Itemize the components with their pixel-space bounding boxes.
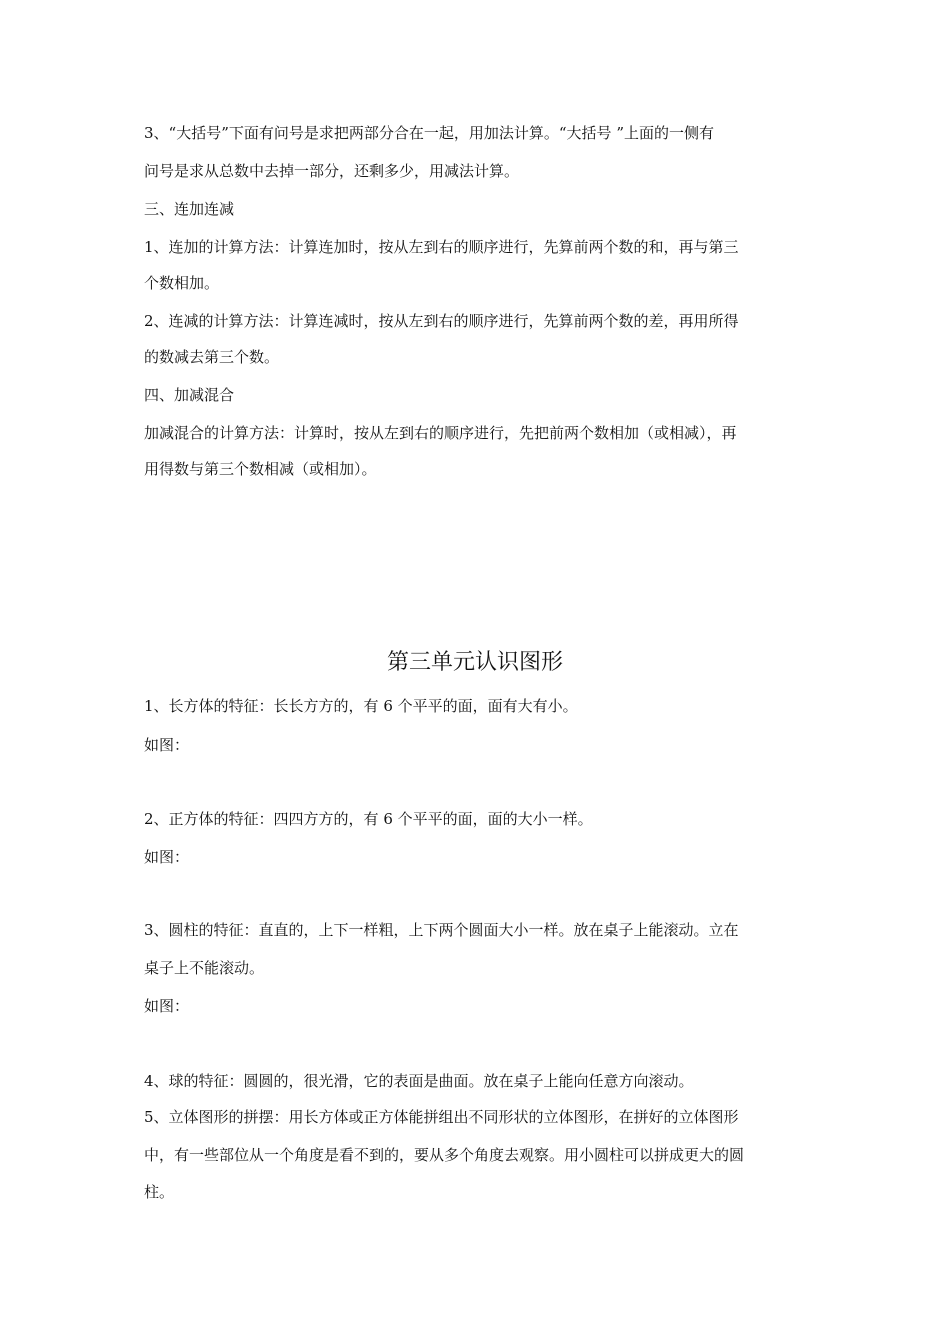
text-line: 1、连加的计算方法：计算连加时，按从左到右的顺序进行，先算前两个数的和，再与第三 (144, 238, 739, 256)
text-line: 3、圆柱的特征：直直的，上下一样粗，上下两个圆面大小一样。放在桌子上能滚动。立在 (144, 921, 739, 939)
section-heading: 三、连加连减 (144, 200, 235, 218)
section-heading: 四、加减混合 (144, 386, 235, 404)
figure-label: 如图： (144, 736, 190, 754)
text-line: 5、立体图形的拼摆：用长方体或正方体能拼组出不同形状的立体图形，在拼好的立体图形 (144, 1108, 739, 1126)
text-line: 2、连减的计算方法：计算连减时，按从左到右的顺序进行，先算前两个数的差，再用所得 (144, 312, 739, 330)
text-line: 桌子上不能滚动。 (144, 959, 265, 977)
text-line: 问号是求从总数中去掉一部分，还剩多少，用减法计算。 (144, 162, 520, 180)
unit-title: 第三单元认识图形 (386, 650, 563, 675)
text-line: 3、“大括号”下面有问号是求把两部分合在一起，用加法计算。“大括号 ”上面的一侧有 (144, 124, 714, 142)
text-line: 加减混合的计算方法：计算时，按从左到右的顺序进行，先把前两个数相加（或相减），再 (144, 424, 737, 442)
text-line: 1、长方体的特征：长长方方的，有 6 个平平的面，面有大有小。 (144, 697, 578, 715)
text-line: 4、球的特征：圆圆的，很光滑，它的表面是曲面。放在桌子上能向任意方向滚动。 (144, 1072, 694, 1090)
figure-label: 如图： (144, 848, 190, 866)
text-line: 中，有一些部位从一个角度是看不到的，要从多个角度去观察。用小圆柱可以拼成更大的圆 (144, 1146, 745, 1164)
text-line: 用得数与第三个数相减（或相加）。 (144, 460, 377, 478)
text-line: 的数减去第三个数。 (144, 348, 280, 366)
text-line: 个数相加。 (144, 274, 220, 292)
text-line: 2、正方体的特征：四四方方的，有 6 个平平的面，面的大小一样。 (144, 810, 593, 828)
figure-label: 如图： (144, 997, 190, 1015)
text-line: 柱。 (144, 1183, 175, 1201)
